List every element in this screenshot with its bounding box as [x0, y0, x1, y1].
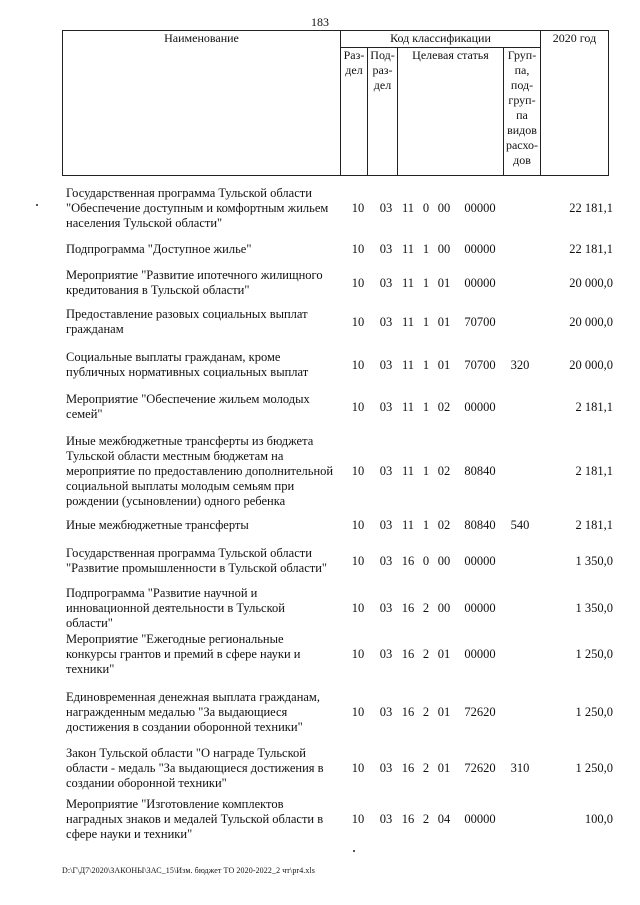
row-podrazdel: 03	[379, 705, 393, 719]
header-target: Целевая статья	[398, 48, 504, 176]
row-razdel: 10	[351, 705, 365, 719]
scan-mark	[353, 850, 355, 852]
row-t1: 11	[401, 315, 415, 329]
row-t1: 16	[401, 761, 415, 775]
row-name: Мероприятие "Обеспечение жильем молодых семей"	[66, 392, 310, 421]
row-t3: 01	[437, 276, 451, 290]
row-sum: 20 000,0	[569, 276, 613, 290]
row-razdel: 10	[351, 276, 365, 290]
row-sum: 2 181,1	[575, 518, 613, 532]
row-podrazdel: 03	[379, 276, 393, 290]
row-t1: 16	[401, 554, 415, 568]
row-podrazdel: 03	[379, 554, 393, 568]
row-sum: 1 250,0	[575, 761, 613, 775]
row-razdel: 10	[351, 647, 365, 661]
row-name: Единовременная денежная выплата гражданам, награжденным медалью "За выдающиеся достижения в создании оборонной техники"	[66, 690, 320, 734]
header-subsection: Под- раз- дел	[368, 48, 398, 176]
row-podrazdel: 03	[379, 464, 393, 478]
scan-mark	[36, 204, 38, 206]
row-t3: 00	[437, 601, 451, 615]
row-t2: 0	[422, 554, 430, 568]
header-table	[62, 30, 609, 176]
row-t4: 70700	[464, 358, 496, 372]
row-t4: 72620	[464, 705, 496, 719]
row-name: Государственная программа Тульской области "Развитие промышленности в Тульской области"	[66, 546, 328, 575]
row-podrazdel: 03	[379, 518, 393, 532]
row-t3: 00	[437, 242, 451, 256]
row-podrazdel: 03	[379, 358, 393, 372]
row-name: Социальные выплаты гражданам, кроме публичных нормативных социальных выплат	[66, 350, 309, 379]
row-t4: 80840	[464, 464, 496, 478]
header-group: Груп- па, под- груп- па видов расхо- дов	[504, 48, 541, 176]
row-t3: 02	[437, 400, 451, 414]
row-t2: 2	[422, 705, 430, 719]
row-t4: 00000	[464, 647, 496, 661]
row-t4: 00000	[464, 276, 496, 290]
header-name: Наименование	[63, 31, 341, 176]
row-podrazdel: 03	[379, 601, 393, 615]
row-razdel: 10	[351, 242, 365, 256]
row-sum: 100,0	[584, 812, 613, 826]
row-t2: 1	[422, 276, 430, 290]
row-name: Мероприятие "Развитие ипотечного жилищного кредитования в Тульской области"	[66, 268, 323, 297]
page-number: 183	[311, 15, 329, 29]
row-razdel: 10	[351, 201, 365, 215]
row-t1: 11	[401, 518, 415, 532]
row-razdel: 10	[351, 400, 365, 414]
row-t3: 00	[437, 554, 451, 568]
row-razdel: 10	[351, 358, 365, 372]
row-t4: 00000	[464, 201, 496, 215]
row-sum: 22 181,1	[569, 242, 613, 256]
row-t2: 2	[422, 812, 430, 826]
row-sum: 1 350,0	[575, 554, 613, 568]
row-t4: 72620	[464, 761, 496, 775]
row-razdel: 10	[351, 554, 365, 568]
row-razdel: 10	[351, 812, 365, 826]
row-razdel: 10	[351, 315, 365, 329]
row-name: Иные межбюджетные трансферты из бюджета Тульской области местным бюджетам на мероприятие по предоставлению дополнительной социальной выплаты молодым семьям при рождении (усыновлении) одного ребенка	[66, 434, 334, 508]
row-podrazdel: 03	[379, 761, 393, 775]
row-t2: 2	[422, 761, 430, 775]
row-vid: 320	[510, 358, 530, 372]
header-year: 2020 год	[541, 31, 609, 176]
row-t2: 2	[422, 601, 430, 615]
row-name: Подпрограмма "Развитие научной и инновационной деятельности в Тульской области"	[66, 586, 285, 630]
row-podrazdel: 03	[379, 242, 393, 256]
row-podrazdel: 03	[379, 201, 393, 215]
row-podrazdel: 03	[379, 647, 393, 661]
row-t3: 01	[437, 761, 451, 775]
row-t1: 11	[401, 276, 415, 290]
row-sum: 1 350,0	[575, 601, 613, 615]
row-t2: 1	[422, 315, 430, 329]
row-name: Предоставление разовых социальных выплат гражданам	[66, 307, 308, 336]
row-t3: 02	[437, 464, 451, 478]
row-razdel: 10	[351, 761, 365, 775]
row-t2: 1	[422, 400, 430, 414]
row-t1: 16	[401, 601, 415, 615]
row-podrazdel: 03	[379, 812, 393, 826]
row-razdel: 10	[351, 518, 365, 532]
row-name: Мероприятие "Изготовление комплектов наградных знаков и медалей Тульской области в сфере науки и техники"	[66, 797, 324, 841]
row-t3: 01	[437, 315, 451, 329]
header-section: Раз- дел	[341, 48, 368, 176]
row-t3: 01	[437, 705, 451, 719]
footer-path: D:\Г\Д7\2020\ЗАКОНЫ\ЗАС_15\Изм. бюджет ТО 2020-2022_2 чт\pr4.xls	[62, 866, 316, 875]
row-sum: 20 000,0	[569, 315, 613, 329]
row-t4: 00000	[464, 554, 496, 568]
row-t3: 02	[437, 518, 451, 532]
row-name: Мероприятие "Ежегодные региональные конкурсы грантов и премий в сфере науки и техники"	[66, 632, 301, 676]
row-name: Иные межбюджетные трансферты	[66, 518, 249, 532]
row-t4: 00000	[464, 400, 496, 414]
row-t1: 16	[401, 812, 415, 826]
row-vid: 310	[510, 761, 530, 775]
row-t4: 00000	[464, 812, 496, 826]
row-name: Государственная программа Тульской области "Обеспечение доступным и комфортным жильем населения Тульской области"	[66, 186, 329, 230]
row-t3: 00	[437, 201, 451, 215]
row-sum: 1 250,0	[575, 647, 613, 661]
row-t1: 16	[401, 705, 415, 719]
row-t4: 00000	[464, 242, 496, 256]
row-t3: 01	[437, 358, 451, 372]
row-t1: 11	[401, 242, 415, 256]
header-code: Код классификации	[341, 31, 541, 48]
row-t3: 04	[437, 812, 451, 826]
row-t4: 00000	[464, 601, 496, 615]
row-podrazdel: 03	[379, 315, 393, 329]
row-name: Подпрограмма "Доступное жилье"	[66, 242, 252, 256]
row-razdel: 10	[351, 464, 365, 478]
row-vid: 540	[510, 518, 530, 532]
row-name: Закон Тульской области "О награде Тульской области - медаль "За выдающиеся достижения в создании оборонной техники"	[66, 746, 324, 790]
row-t1: 11	[401, 358, 415, 372]
row-sum: 2 181,1	[575, 400, 613, 414]
row-t1: 11	[401, 464, 415, 478]
row-razdel: 10	[351, 601, 365, 615]
row-sum: 2 181,1	[575, 464, 613, 478]
row-t4: 70700	[464, 315, 496, 329]
row-sum: 22 181,1	[569, 201, 613, 215]
row-sum: 1 250,0	[575, 705, 613, 719]
row-t1: 11	[401, 201, 415, 215]
row-t2: 1	[422, 464, 430, 478]
row-t2: 1	[422, 518, 430, 532]
row-t4: 80840	[464, 518, 496, 532]
row-t2: 1	[422, 242, 430, 256]
row-t2: 0	[422, 201, 430, 215]
row-t2: 1	[422, 358, 430, 372]
row-sum: 20 000,0	[569, 358, 613, 372]
row-t3: 01	[437, 647, 451, 661]
row-t2: 2	[422, 647, 430, 661]
row-podrazdel: 03	[379, 400, 393, 414]
row-t1: 11	[401, 400, 415, 414]
row-t1: 16	[401, 647, 415, 661]
